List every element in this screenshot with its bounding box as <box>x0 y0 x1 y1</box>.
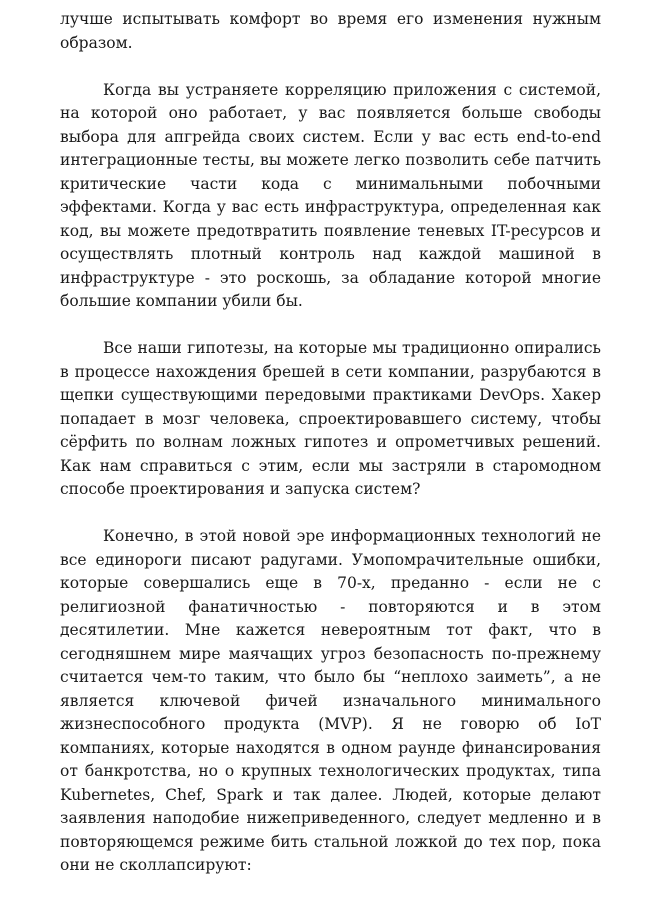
document-page <box>60 8 601 901</box>
paragraph-continuation: лучше испытывать комфорт во время его изменения нужным образом. <box>60 10 601 52</box>
paragraph-hypotheses: Все наши гипотезы, на которые мы традиционно опирались в процессе нахождения брешей в сети компании, разрубаются в щепки существующими передовыми практиками DevOps. Хакер попадает в мозг человека, спроектировавшего систему, чтобы сёрфить по волнам ложных гипотез и опрометчивых решений. Как нам справиться с этим, если мы застряли в старомодном способе проектирования и запуска систем? <box>60 339 601 498</box>
paragraph-new-era: Конечно, в этой новой эре информационных технологий не все единороги писают радугами. Умопомрачительные ошибки, которые совершались еще в 70-х, преданно - если не с религиозной фанатичностью - повторяются и в этом десятилетии. Мне кажется невероятным тот факт, что в сегодняшнем мире маячащих угроз безопасность по-прежнему считается чем-то таким, что было бы “неплохо заиметь”, а не является ключевой фичей изначального минимального жизнеспособного продукта (MVP). Я не говорю об IoT компаниях, которые находятся в одном раунде финансирования от банкротства, но о крупных технологических продуктах, типа Kubernetes, Chef, Spark и так далее. Людей, которые делают заявления наподобие нижеприведенного, следует медленно и в повторяющемся режиме бить стальной ложкой до тех пор, пока они не сколлапсируют: <box>60 527 601 874</box>
paragraph-decoupling: Когда вы устраняете корреляцию приложения с системой, на которой оно работает, у вас появляется больше свободы выбора для апгрейда своих систем. Если у вас есть end-to-end интеграционные тесты, вы можете легко позволить себе патчить критические части кода с минимальными побочными эффектами. Когда у вас есть инфраструктура, определенная как код, вы можете предотвратить появление теневых IT-ресурсов и осуществлять плотный контроль над каждой машиной в инфраструктуре - это роскошь, за обладание которой многие большие компании убили бы. <box>60 80 601 310</box>
